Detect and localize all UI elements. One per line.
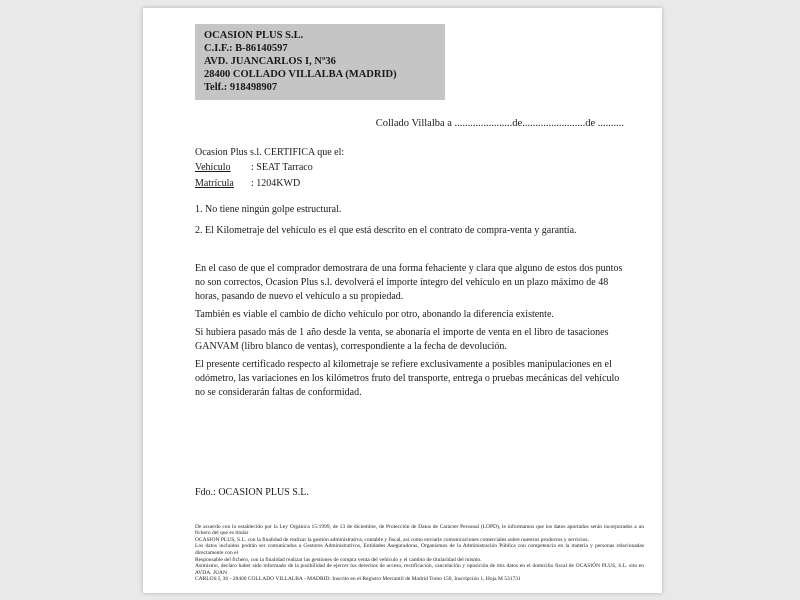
company-cif: C.I.F.: B-86140597	[204, 43, 288, 54]
legal-footer-line: Los datos incluidos podrán ser comunicados a Gestores Administrativos, Entidades Aseguradoras, Organismos de la Administración Pública con competencia en la materia y personas relacionadas directamente con el	[195, 543, 644, 557]
plate-value: : 1204KWD	[251, 178, 301, 189]
document-page	[143, 8, 662, 593]
certificate-point-2: 2. El Kilometraje del vehículo es el que está descrito en el contrato de compra-venta y garantía.	[195, 225, 577, 236]
certify-line: Ocasion Plus s.l. CERTIFICA que el:	[195, 147, 345, 158]
legal-footer-line: Responsable del fichero, con la finalidad realizar las gestiones de compra venta del vehículo y el cambio de titularidad del mismo.	[195, 556, 482, 563]
certificate-point-1: 1. No tiene ningún golpe estructural.	[195, 204, 342, 215]
paragraph-refund: En el caso de que el comprador demostrara de una forma fehaciente y clara que alguno de estos dos puntos no son correctos, Ocasion Plus s.l. devolverá el importe íntegro del vehículo en un plazo máximo de 48 horas, pasando de nuevo el vehículo a su propiedad.	[195, 263, 623, 302]
vehicle-value: : SEAT Tarraco	[251, 162, 313, 173]
company-city: 28400 COLLADO VILLALBA (MADRID)	[204, 69, 397, 80]
paragraph-exchange: También es viable el cambio de dicho vehículo por otro, abonando la diferencia existente.	[195, 309, 554, 320]
vehicle-row	[195, 160, 624, 176]
date-line: Collado Villalba a ......................de........................de ..........	[375, 118, 624, 129]
legal-footer	[195, 524, 644, 583]
legal-footer-line: OCASION PLUS, S.L. con la finalidad de realizar la gestión administrativa, contable y fiscal, así como enviarle comunicaciones comerciales sobre nuestros productos y servicios.	[195, 536, 589, 543]
signature-line: Fdo.: OCASION PLUS S.L.	[195, 487, 309, 498]
company-name: OCASION PLUS S.L.	[204, 30, 304, 41]
paragraph-odometer: El presente certificado respecto al kilometraje se refiere exclusivamente a posibles manipulaciones en el odómetro, las variaciones en los kilómetros fruto del transporte, entrega o pruebas mecánicas del vehículo no se considerarán faltas de conformidad.	[195, 359, 620, 398]
company-phone: Telf.: 918498907	[204, 82, 278, 93]
legal-footer-line: Asimismo, declaro haber sido informado de la posibilidad de ejercer los derechos de acceso, rectificación, cancelación y oposición de mis datos en el domicilio fiscal de OCASIÓN PLUS, S.L. sito en AVDA. JUAN	[195, 563, 644, 576]
plate-label: Matrícula	[195, 178, 234, 189]
company-address: AVD. JUANCARLOS I, Nº36	[204, 56, 336, 67]
document-content	[143, 8, 662, 500]
company-header-box	[195, 24, 445, 100]
paragraph-ganvam: Si hubiera pasado más de 1 año desde la venta, se abonaría el importe de venta en el libro de tasaciones GANVAM (libro blanco de ventas), correspondiente a la fecha de devolución.	[195, 327, 609, 352]
legal-footer-line: CARLOS I, 36 - 28400 COLLADO VILLALBA - MADRID. Inscrito en el Registro Mercantil de Madrid Tomo 150, Inscripción 1, Hoja M 531731	[195, 576, 521, 583]
vehicle-label: Vehículo	[195, 162, 231, 173]
legal-footer-line: De acuerdo con lo establecido por la Ley Orgánica 15/1999, de 13 de diciembre, de Protección de Datos de Carácter Personal (LOPD), le informamos que los datos aportados serán incorporados a un fichero del que es titular	[195, 523, 644, 537]
plate-row	[195, 176, 624, 192]
